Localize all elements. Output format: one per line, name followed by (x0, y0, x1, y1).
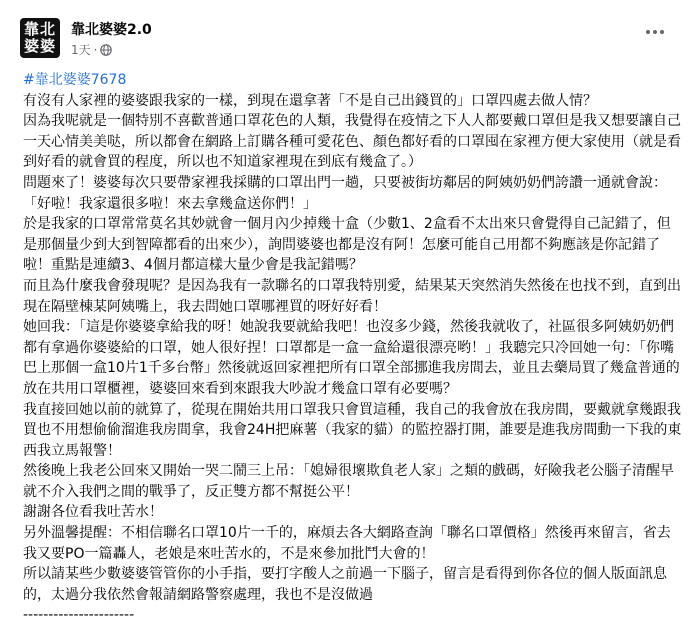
post-paragraph: 問題來了！婆婆每次只要帶家裡我採購的口罩出門一趟，只要被街坊鄰居的阿姨奶奶們誇讚一通就會說：「好啦！我家還很多啦！來去拿幾盒送你們！」 (23, 174, 667, 212)
page-name-link[interactable]: 靠北婆婆2.0 (71, 22, 152, 38)
post-paragraph: 所以請某些少數婆婆管管你的小手指，要打字酸人之前過一下腦子，留言是看得到你各位的個人版面訊息的，太過分我依然會報請網路警察處理，我也不是沒做過 (23, 566, 667, 603)
post-body (23, 70, 683, 626)
meta-separator: · (93, 42, 98, 57)
post-time-link[interactable]: 1天 (71, 43, 91, 57)
hashtag-link[interactable]: #靠北婆婆7678 (23, 72, 127, 88)
public-globe-icon[interactable] (100, 44, 112, 56)
post-paragraph: 因為我呢就是一個特別不喜歡普通口罩花色的人類，我覺得在疫情之下人人都要戴口罩但是我又想要讓自己一天心情美美哒，所以都會在網路上訂購各種可愛花色、顏色都好看的口罩囤在家裡方便大家使用（就是看到好看的就會買的程度，所以也不知道家裡現在到底有幾盒了。） (23, 113, 681, 171)
post-paragraph: 然後晚上我老公回來又開始一哭二鬧三上吊：「媳婦很壞欺負老人家」之類的戲碼，好險我老公腦子清醒早就不介入我們之間的戰爭了，反正雙方都不幫挺公平！ (23, 463, 674, 500)
post-meta (71, 41, 112, 58)
post-paragraph: 謝謝各位看我吐苦水！ (23, 504, 163, 521)
text-divider: ---------------------- (23, 607, 135, 624)
post-paragraph: 有沒有人家裡的婆婆跟我家的一樣，到現在還拿著「不是自己出錢買的」口罩四處去做人情？ (23, 92, 597, 109)
post-paragraph: 她回我：「這是你婆婆拿給我的呀！她說我要就給我吧！也沒多少錢，然後我就收了，社區很多阿姨奶奶們都有拿過你婆婆給的口罩，她人很好捏！口罩都是一盒一盒給還很漂亮哟！」我聽完只冷回她一句：「你嘴巴上那個一盒10片1千多台幣」然後就返回家裡把所有口罩全部挪進我房間去，並且去藥局買了幾盒普通的放在共用口罩櫃裡，婆婆回來看到來跟我大吵說才幾盒口罩有必要嗎？ (23, 319, 680, 397)
avatar-text-line2: 婆婆 (23, 37, 56, 55)
post-paragraph: 我直接回她以前的就算了，從現在開始共用口罩我只會買這種，我自己的我會放在我房間，要戴就拿幾跟我買也不用想偷偷溜進我房間拿，我會24H把麻薯（我家的貓）的監控器打開，誰要是進我房間動一下我的東西我立馬報警！ (23, 401, 682, 459)
more-options-icon[interactable] (640, 22, 670, 42)
avatar-text-line1: 靠北 (23, 20, 56, 38)
post-paragraph: 而且為什麼我會發現呢？是因為我有一款聯名的口罩我特別愛，結果某天突然消失然後在也找不到，直到出現在隔壁棟某阿姨嘴上，我去問她口罩哪裡買的呀好好看！ (23, 277, 681, 315)
post-header (0, 0, 698, 68)
post-paragraph: 於是我家的口罩常常莫名其妙就會一個月內少掉幾十盒（少數1、2盒看不太出來只會覺得自己記錯了，但是那個量少到大到智障都看的出來少），詢問婆婆也都是沒有阿！怎麼可能自己用都不夠應該是你記錯了啦！重點是連續3、4個月都這樣大量少會是我記錯嗎？ (23, 216, 671, 274)
page-avatar[interactable] (20, 18, 60, 58)
post-paragraph: 另外溫馨提醒：不相信聯名口罩10片一千的，麻煩去各大網路查詢「聯名口罩價格」然後再來留言，省去我又要PO一篇轟人，老娘是來吐苦水的，不是來參加批鬥大會的！ (23, 525, 671, 562)
